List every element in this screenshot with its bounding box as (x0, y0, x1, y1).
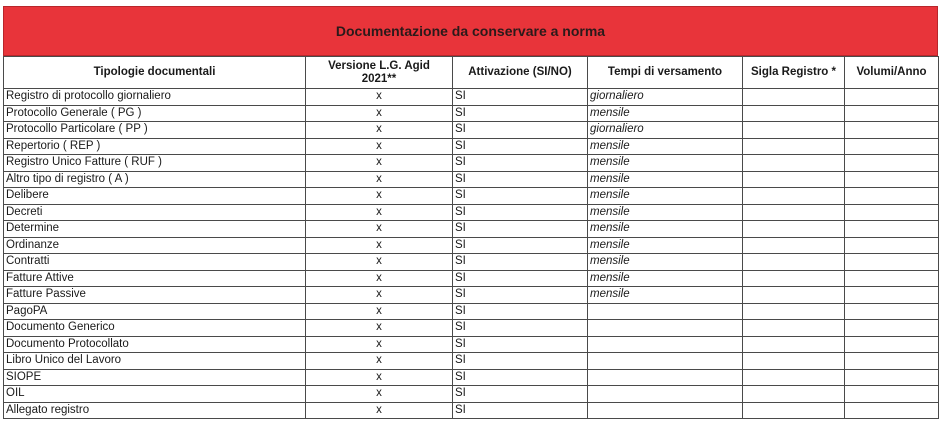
cell-sigla (743, 320, 845, 337)
cell-tipologia: Allegato registro (4, 402, 306, 419)
cell-versione: x (306, 320, 453, 337)
cell-tempi: mensile (588, 270, 743, 287)
cell-versione: x (306, 89, 453, 106)
cell-tipologia: Protocollo Generale ( PG ) (4, 105, 306, 122)
cell-attivazione: SI (453, 353, 588, 370)
table-row (4, 336, 939, 353)
table-row (4, 254, 939, 271)
cell-volumi (845, 353, 939, 370)
cell-tipologia: SIOPE (4, 369, 306, 386)
cell-versione: x (306, 254, 453, 271)
cell-sigla (743, 254, 845, 271)
cell-attivazione: SI (453, 138, 588, 155)
cell-volumi (845, 89, 939, 106)
header-versione: Versione L.G. Agid 2021** (306, 57, 453, 89)
cell-tempi (588, 386, 743, 403)
table-row (4, 320, 939, 337)
cell-sigla (743, 402, 845, 419)
cell-attivazione: SI (453, 89, 588, 106)
cell-tempi: mensile (588, 188, 743, 205)
cell-tempi: mensile (588, 155, 743, 172)
cell-sigla (743, 188, 845, 205)
cell-versione: x (306, 386, 453, 403)
cell-attivazione: SI (453, 369, 588, 386)
table-row (4, 402, 939, 419)
table-row (4, 303, 939, 320)
cell-versione: x (306, 353, 453, 370)
header-row (4, 57, 939, 89)
cell-versione: x (306, 155, 453, 172)
table-row (4, 221, 939, 238)
cell-volumi (845, 105, 939, 122)
cell-sigla (743, 369, 845, 386)
cell-sigla (743, 204, 845, 221)
cell-attivazione: SI (453, 254, 588, 271)
cell-tipologia: Fatture Attive (4, 270, 306, 287)
cell-volumi (845, 369, 939, 386)
cell-tempi (588, 336, 743, 353)
cell-tipologia: Registro di protocollo giornaliero (4, 89, 306, 106)
cell-volumi (845, 138, 939, 155)
table-row (4, 353, 939, 370)
cell-versione: x (306, 402, 453, 419)
cell-volumi (845, 320, 939, 337)
cell-volumi (845, 254, 939, 271)
cell-volumi (845, 402, 939, 419)
page-title: Documentazione da conservare a norma (335, 23, 606, 39)
cell-versione: x (306, 369, 453, 386)
cell-volumi (845, 188, 939, 205)
header-volumi: Volumi/Anno (845, 57, 939, 89)
cell-versione: x (306, 204, 453, 221)
cell-sigla (743, 155, 845, 172)
cell-versione: x (306, 138, 453, 155)
cell-tipologia: Repertorio ( REP ) (4, 138, 306, 155)
cell-versione: x (306, 303, 453, 320)
table-row (4, 138, 939, 155)
cell-tipologia: Determine (4, 221, 306, 238)
header-tipologie: Tipologie documentali (4, 57, 306, 89)
cell-attivazione: SI (453, 204, 588, 221)
cell-attivazione: SI (453, 320, 588, 337)
cell-tipologia: Delibere (4, 188, 306, 205)
cell-sigla (743, 138, 845, 155)
cell-attivazione: SI (453, 188, 588, 205)
cell-sigla (743, 336, 845, 353)
cell-versione: x (306, 105, 453, 122)
cell-tipologia: Altro tipo di registro ( A ) (4, 171, 306, 188)
cell-tempi: giornaliero (588, 89, 743, 106)
cell-attivazione: SI (453, 237, 588, 254)
cell-attivazione: SI (453, 221, 588, 238)
header-tempi: Tempi di versamento (588, 57, 743, 89)
title-banner (3, 6, 938, 56)
cell-tempi (588, 320, 743, 337)
cell-tempi: mensile (588, 254, 743, 271)
cell-versione: x (306, 287, 453, 304)
cell-tipologia: PagoPA (4, 303, 306, 320)
cell-tempi (588, 303, 743, 320)
header-attivazione: Attivazione (SI/NO) (453, 57, 588, 89)
cell-tempi: mensile (588, 171, 743, 188)
cell-attivazione: SI (453, 386, 588, 403)
cell-tipologia: Documento Generico (4, 320, 306, 337)
cell-volumi (845, 303, 939, 320)
cell-tempi: mensile (588, 221, 743, 238)
cell-volumi (845, 287, 939, 304)
cell-sigla (743, 89, 845, 106)
cell-attivazione: SI (453, 402, 588, 419)
cell-volumi (845, 270, 939, 287)
cell-versione: x (306, 270, 453, 287)
cell-attivazione: SI (453, 270, 588, 287)
cell-sigla (743, 221, 845, 238)
cell-sigla (743, 270, 845, 287)
cell-tempi (588, 369, 743, 386)
cell-sigla (743, 287, 845, 304)
cell-versione: x (306, 336, 453, 353)
table-row (4, 171, 939, 188)
cell-tipologia: Documento Protocollato (4, 336, 306, 353)
table-row (4, 155, 939, 172)
cell-tipologia: OIL (4, 386, 306, 403)
document-sheet (3, 6, 938, 419)
table-row (4, 237, 939, 254)
cell-volumi (845, 171, 939, 188)
cell-sigla (743, 303, 845, 320)
table-row (4, 105, 939, 122)
cell-attivazione: SI (453, 155, 588, 172)
table-row (4, 122, 939, 139)
cell-tipologia: Fatture Passive (4, 287, 306, 304)
cell-tempi: mensile (588, 138, 743, 155)
cell-sigla (743, 105, 845, 122)
cell-attivazione: SI (453, 122, 588, 139)
cell-tipologia: Registro Unico Fatture ( RUF ) (4, 155, 306, 172)
cell-tempi: mensile (588, 105, 743, 122)
cell-attivazione: SI (453, 171, 588, 188)
cell-tempi: mensile (588, 237, 743, 254)
table-row (4, 188, 939, 205)
table-row (4, 270, 939, 287)
cell-attivazione: SI (453, 336, 588, 353)
cell-versione: x (306, 221, 453, 238)
table-row (4, 89, 939, 106)
cell-tipologia: Contratti (4, 254, 306, 271)
cell-attivazione: SI (453, 105, 588, 122)
cell-tipologia: Decreti (4, 204, 306, 221)
cell-sigla (743, 171, 845, 188)
cell-tempi (588, 402, 743, 419)
table-row (4, 287, 939, 304)
cell-sigla (743, 353, 845, 370)
cell-volumi (845, 122, 939, 139)
cell-versione: x (306, 122, 453, 139)
cell-volumi (845, 336, 939, 353)
table-row (4, 386, 939, 403)
cell-versione: x (306, 171, 453, 188)
cell-versione: x (306, 188, 453, 205)
cell-tipologia: Protocollo Particolare ( PP ) (4, 122, 306, 139)
cell-tipologia: Ordinanze (4, 237, 306, 254)
cell-sigla (743, 122, 845, 139)
table-row (4, 204, 939, 221)
cell-tipologia: Libro Unico del Lavoro (4, 353, 306, 370)
cell-volumi (845, 237, 939, 254)
cell-sigla (743, 386, 845, 403)
documents-table (3, 56, 939, 419)
cell-versione: x (306, 237, 453, 254)
cell-volumi (845, 221, 939, 238)
cell-volumi (845, 155, 939, 172)
cell-tempi: mensile (588, 287, 743, 304)
cell-tempi: giornaliero (588, 122, 743, 139)
cell-tempi (588, 353, 743, 370)
cell-volumi (845, 386, 939, 403)
header-sigla: Sigla Registro * (743, 57, 845, 89)
cell-tempi: mensile (588, 204, 743, 221)
cell-attivazione: SI (453, 303, 588, 320)
cell-attivazione: SI (453, 287, 588, 304)
cell-volumi (845, 204, 939, 221)
cell-sigla (743, 237, 845, 254)
table-row (4, 369, 939, 386)
